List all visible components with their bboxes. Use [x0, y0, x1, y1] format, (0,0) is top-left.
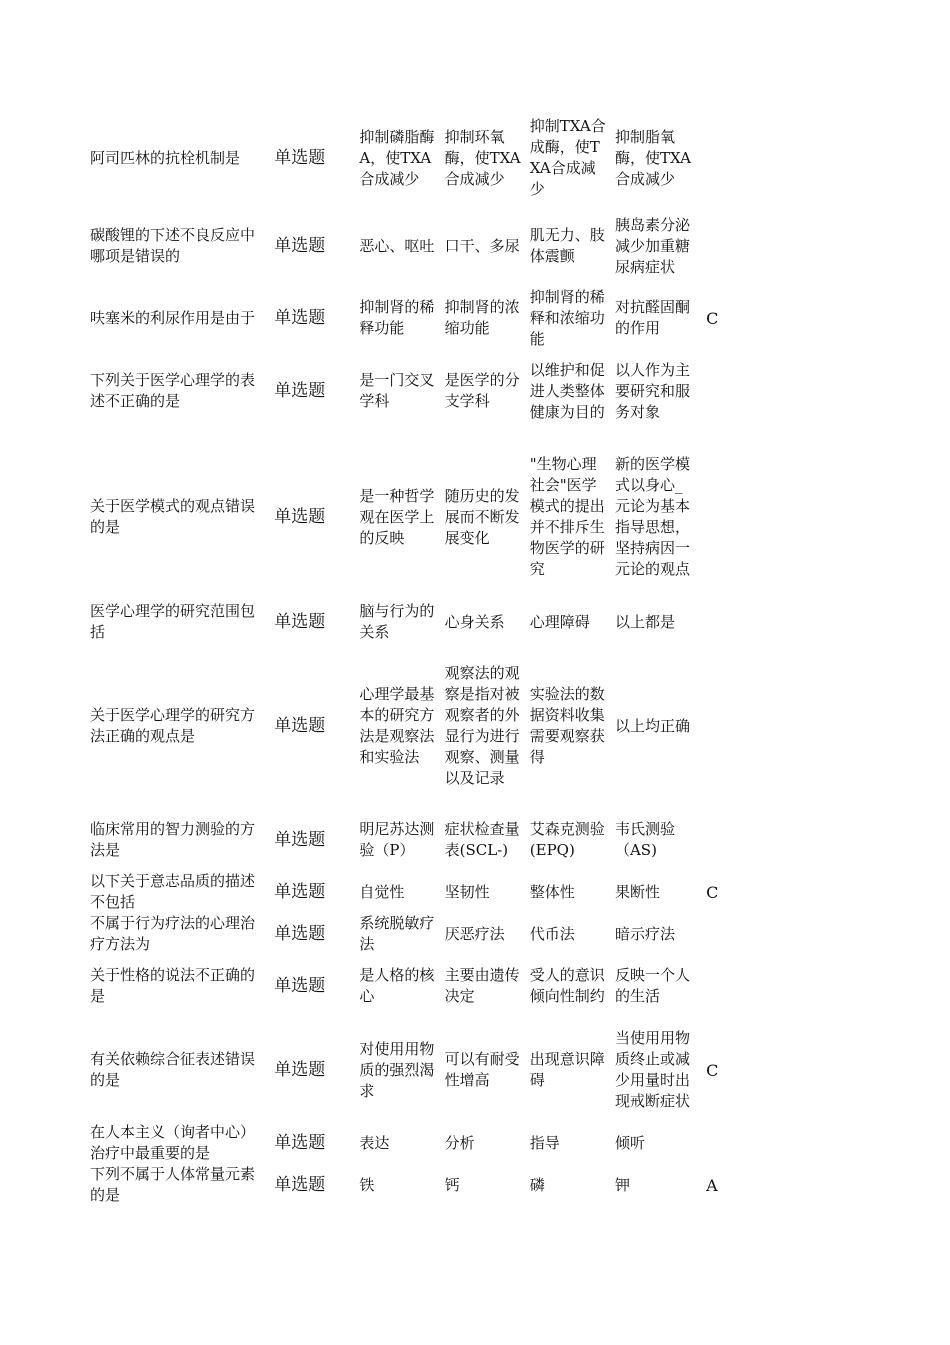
table-row: [90, 1164, 730, 1206]
question-text: 临床常用的智力测验的方法是: [90, 820, 256, 859]
option-d: 钾: [614, 1175, 630, 1194]
option-a: 心理学最基本的研究方法是观察法和实验法: [359, 685, 435, 766]
option-b: 口干、多尿: [444, 236, 520, 255]
question-type: 单选题: [274, 147, 326, 168]
table-row: [90, 870, 730, 914]
question-text: 医学心理学的研究范围包括: [90, 602, 256, 641]
question-text: 关于医学心理学的研究方法正确的观点是: [90, 706, 256, 745]
question-text: 关于医学模式的观点错误的是: [90, 497, 256, 536]
option-b: 抑制肾的浓缩功能: [444, 298, 520, 337]
option-c: 出现意识障碍: [529, 1050, 605, 1089]
option-c: 实验法的数据资料收集需要观察获得: [529, 685, 605, 766]
option-a: 铁: [359, 1175, 375, 1194]
option-a: 系统脱敏疗法: [359, 914, 435, 953]
option-a: 抑制磷脂酶A，使TXA合成减少: [359, 127, 435, 188]
question-type: 单选题: [274, 380, 326, 401]
option-b: 症状检查量表(SCL-): [444, 820, 520, 859]
option-d: 韦氏测验（AS): [614, 820, 675, 859]
option-a: 明尼苏达测验（P）: [359, 820, 435, 859]
question-type: 单选题: [274, 975, 326, 996]
question-text: 阿司匹林的抗栓机制是: [90, 148, 241, 167]
option-d: 暗示疗法: [614, 924, 675, 943]
table-row: [90, 432, 730, 602]
option-a: 是一种哲学观在医学上的反映: [359, 486, 435, 547]
answer: C: [706, 1060, 719, 1080]
question-text: 不属于行为疗法的心理治疗方法为: [90, 914, 256, 953]
question-table: [90, 110, 730, 1206]
option-a: 恶心、呕吐: [359, 236, 435, 255]
option-d: 当使用用物质终止或减少用量时出现戒断症状: [614, 1029, 690, 1110]
question-text: 有关依赖综合征表述错误的是: [90, 1050, 256, 1089]
option-a: 是人格的核心: [359, 966, 435, 1005]
question-text: 在人本主义（询者中心）治疗中最重要的是: [90, 1123, 256, 1162]
option-b: 是医学的分支学科: [444, 371, 520, 410]
table-row: [90, 286, 730, 350]
question-text: 关于性格的说法不正确的是: [90, 966, 256, 1005]
option-d: 胰岛素分泌减少加重糖尿病症状: [614, 215, 690, 276]
option-d: 果断性: [614, 882, 660, 901]
option-c: "生物心理社会"医学模式的提出并不排斥生物医学的研究: [529, 455, 605, 578]
option-b: 坚韧性: [444, 882, 490, 901]
table-row: [90, 206, 730, 286]
table-row: [90, 1018, 730, 1122]
option-b: 主要由遗传决定: [444, 966, 520, 1005]
option-b: 抑制环氧酶，使TXA合成减少: [444, 127, 521, 188]
option-b: 分析: [444, 1133, 475, 1152]
question-type: 单选题: [274, 923, 326, 944]
question-type: 单选题: [274, 235, 326, 256]
option-c: 代币法: [529, 924, 575, 943]
option-a: 对使用用物质的强烈渴求: [359, 1039, 435, 1100]
question-text: 下列不属于人体常量元素的是: [90, 1165, 256, 1204]
option-a: 表达: [359, 1133, 390, 1152]
option-c: 指导: [529, 1133, 560, 1152]
option-a: 脑与行为的关系: [359, 602, 435, 641]
answer: C: [706, 882, 719, 902]
table-row: [90, 914, 730, 954]
question-type: 单选题: [274, 1174, 326, 1195]
question-text: 呋塞米的利尿作用是由于: [90, 308, 256, 327]
option-b: 心身关系: [444, 612, 505, 631]
table-row: [90, 642, 730, 810]
table-row: [90, 602, 730, 642]
option-b: 随历史的发展而不断发展变化: [444, 486, 520, 547]
option-d: 反映一个人的生活: [614, 966, 690, 1005]
option-b: 钙: [444, 1175, 460, 1194]
question-text: 下列关于医学心理学的表述不正确的是: [90, 371, 256, 410]
answer: A: [706, 1175, 718, 1195]
option-d: 新的医学模式以身心_元论为基本指导思想，坚持病因一元论的观点: [614, 455, 690, 578]
option-c: 以维护和促进人类整体健康为目的: [529, 360, 605, 421]
question-type: 单选题: [274, 506, 326, 527]
option-d: 以上均正确: [614, 716, 690, 735]
option-d: 抑制脂氧酶，使TXA合成减少: [614, 127, 691, 188]
question-text: 以下关于意志品质的描述不包括: [90, 872, 256, 911]
option-c: 抑制肾的稀释和浓缩功能: [529, 287, 605, 348]
option-c: 肌无力、肢体震颤: [529, 226, 605, 265]
option-a: 自觉性: [359, 882, 405, 901]
option-a: 抑制肾的稀释功能: [359, 298, 435, 337]
option-b: 观察法的观察是指对被观察者的外显行为进行观察、测量以及记录: [444, 664, 520, 787]
table-row: [90, 1122, 730, 1164]
option-c: 艾森克测验(EPQ): [529, 820, 605, 859]
option-d: 以人作为主要研究和服务对象: [614, 360, 690, 421]
question-text: 碳酸锂的下述不良反应中哪项是错误的: [90, 226, 256, 265]
question-type: 单选题: [274, 307, 326, 328]
option-c: 受人的意识倾向性制约: [529, 966, 605, 1005]
option-b: 可以有耐受性增高: [444, 1050, 520, 1089]
table-row: [90, 810, 730, 870]
question-type: 单选题: [274, 1059, 326, 1080]
table-row: [90, 954, 730, 1018]
option-c: 抑制TXA合成酶，使TXA合成减少: [529, 117, 606, 198]
option-b: 厌恶疗法: [444, 924, 505, 943]
question-type: 单选题: [274, 715, 326, 736]
question-type: 单选题: [274, 881, 326, 902]
table-row: [90, 110, 730, 206]
option-a: 是一门交叉学科: [359, 371, 435, 410]
question-type: 单选题: [274, 829, 326, 850]
question-type: 单选题: [274, 611, 326, 632]
option-c: 心理障碍: [529, 612, 590, 631]
answer: C: [706, 308, 719, 328]
table-row: [90, 350, 730, 432]
option-d: 倾听: [614, 1133, 645, 1152]
question-type: 单选题: [274, 1132, 326, 1153]
option-d: 对抗醛固酮的作用: [614, 298, 690, 337]
option-c: 整体性: [529, 882, 575, 901]
option-d: 以上都是: [614, 612, 675, 631]
option-c: 磷: [529, 1175, 545, 1194]
